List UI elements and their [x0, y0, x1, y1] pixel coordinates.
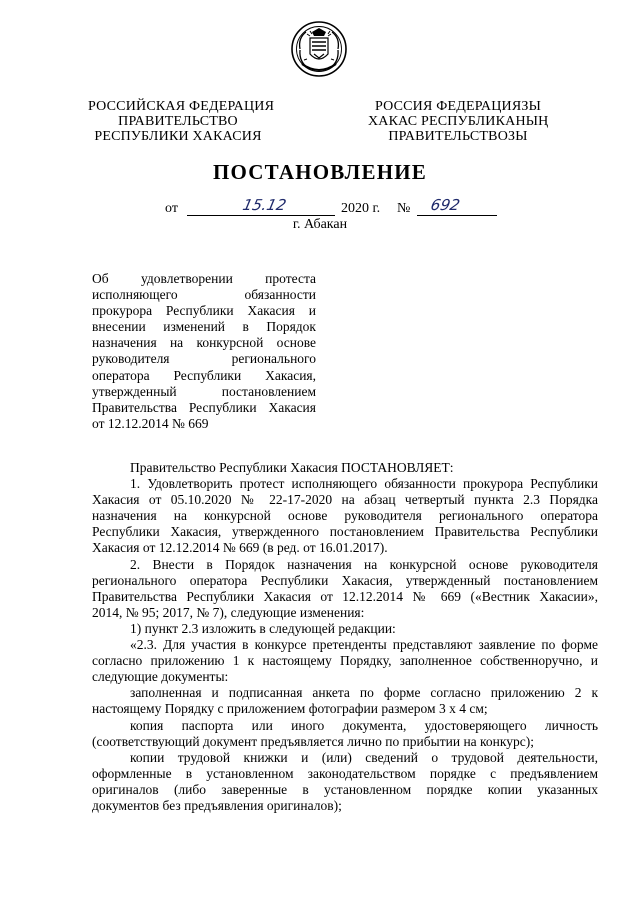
date-year: 2020 г. — [341, 201, 381, 216]
body-line: оригиналов (либо заверенные в установленном порядке копии указанных — [92, 781, 598, 797]
subject-line: назначения на конкурсной основе — [92, 335, 316, 351]
body-line: 2. Внести в Порядок назначения на конкурсной основе руководителя — [130, 556, 598, 572]
body-line: Правительство Республики Хакасия ПОСТАНОВЛЯЕТ: — [130, 460, 454, 475]
body-line: копия паспорта или иного документа, удостоверяющего личность — [130, 717, 598, 733]
header-left-line: РОССИЙСКАЯ ФЕДЕРАЦИЯ — [88, 99, 275, 114]
body-line: оформленные в установленном законодательством порядке с предъявлением — [92, 765, 598, 781]
subject-block — [92, 271, 316, 432]
subject-line: исполняющего обязанности — [92, 287, 316, 303]
subject-line: оператора Республики Хакасия, — [92, 367, 316, 383]
body-paragraph — [92, 718, 598, 750]
city-line: г. Абакан — [292, 217, 348, 232]
number-underline — [417, 215, 497, 216]
body-paragraph — [92, 685, 598, 717]
body-paragraph — [92, 637, 598, 685]
body-line: согласно приложению 1 к настоящему Порядку, заполненное собственноручно, и — [92, 653, 598, 669]
header-right-line: ХАКАС РЕСПУБЛИКАНЫҢ — [368, 114, 549, 129]
body-line: 1) пункт 2.3 изложить в следующей редакции: — [130, 620, 396, 636]
date-underline — [187, 215, 335, 216]
header-left-line: РЕСПУБЛИКИ ХАКАСИЯ — [94, 129, 262, 144]
header-right-line: РОССИЯ ФЕДЕРАЦИЯЗЫ — [374, 99, 542, 114]
header-right-line: ПРАВИТЕЛЬСТВОЗЫ — [388, 129, 528, 144]
subject-line: внесении изменений в Порядок — [92, 319, 316, 335]
subject-line: от 12.12.2014 № 669 — [92, 415, 209, 431]
subject-line: Об удовлетворении протеста — [92, 271, 316, 286]
body-paragraph — [92, 460, 598, 476]
handwritten-date: 15.12 — [241, 196, 288, 214]
body-line: документов без предъявления оригиналов); — [92, 797, 342, 813]
subject-line: руководителя регионального — [92, 351, 316, 367]
body-line: назначения на конкурсной основе руководителя регионального оператора — [92, 508, 598, 524]
decree-body — [92, 460, 598, 814]
header-russian — [88, 99, 275, 144]
body-line: Хакасия от 12.12.2014 № 669 (в ред. от 16.01.2017). — [92, 540, 388, 556]
body-line: Хакасия от 05.10.2020 № 22-17-2020 на абзац четвертый пункта 2.3 Порядка — [92, 492, 598, 508]
body-line: следующие документы: — [92, 669, 229, 685]
body-line: (соответствующий документ предъявляется лично по прибытии на конкурс); — [92, 733, 534, 749]
body-line: 1. Удовлетворить протест исполняющего обязанности прокурора Республики — [130, 476, 598, 492]
body-paragraph — [92, 557, 598, 621]
coat-of-arms-emblem — [290, 20, 348, 78]
handwritten-number: 692 — [429, 196, 462, 214]
body-line: Республики Хакасия, утвержденного постановлением Правительства Республики — [92, 524, 598, 540]
subject-line: утвержденный постановлением — [92, 383, 316, 399]
body-line: «2.3. Для участия в конкурсе претенденты представляют заявление по форме — [130, 637, 598, 653]
subject-line: прокурора Республики Хакасия и — [92, 303, 316, 319]
date-prefix: от — [165, 201, 178, 216]
header-khakas — [368, 99, 548, 144]
number-label: № — [397, 201, 411, 216]
body-paragraph — [92, 476, 598, 556]
document-title: ПОСТАНОВЛЕНИЕ — [212, 160, 428, 184]
body-line: 2014, № 95; 2017, № 7), следующие изменения: — [92, 604, 365, 620]
subject-line: Правительства Республики Хакасия — [92, 399, 316, 415]
body-paragraph — [92, 621, 598, 637]
body-line: Правительства Республики Хакасия от 12.12.2014 № 669 («Вестник Хакасии», — [92, 588, 598, 604]
body-line: копии трудовой книжки и (или) сведений о трудовой деятельности, — [130, 749, 598, 765]
body-line: заполненная и подписанная анкета по форме согласно приложению 2 к — [130, 685, 598, 701]
body-paragraph — [92, 750, 598, 814]
body-line: регионального оператора Республики Хакасия, утвержденный постановлением — [92, 572, 598, 588]
body-line: настоящему Порядку с приложением фотографии размером 3 х 4 см; — [92, 701, 488, 717]
header-left-line: ПРАВИТЕЛЬСТВО — [118, 114, 238, 129]
